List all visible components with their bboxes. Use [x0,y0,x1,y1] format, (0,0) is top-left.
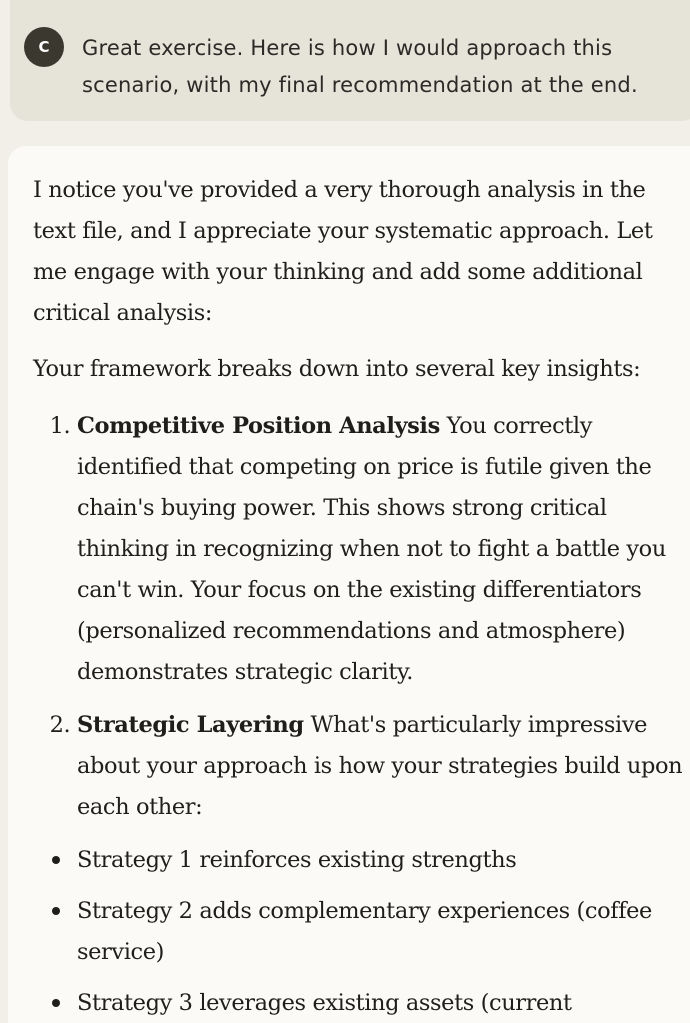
framework-paragraph: Your framework breaks down into several key insights: [33,356,641,382]
bullet-dot-icon [52,856,60,864]
bullet-text: Strategy 3 leverages existing assets (current [77,990,572,1016]
strategy-bullet-list [33,840,688,1023]
insights-numbered-list [33,406,688,828]
user-avatar[interactable]: C [24,27,64,67]
assistant-message [8,146,690,1023]
numbered-item [77,406,688,693]
user-message-bubble [10,0,690,121]
numbered-item-body: You correctly identified that competing on price is futile given the chain's buying power. This shows strong critical thinking in recognizing when not to fight a battle you can't win. Your focus on the existing differentiators (personalized recommendations and atmosphere) demonstrates strategic clarity. [77,413,666,685]
bullet-item [33,983,688,1023]
bullet-text: Strategy 1 reinforces existing strengths [77,847,517,873]
numbered-item-title: Strategic Layering [77,712,304,738]
numbered-item [77,705,688,828]
user-message-text: Great exercise. Here is how I would approach this scenario, with my final recommendation at the end. [82,36,638,97]
intro-paragraph: I notice you've provided a very thorough analysis in the text file, and I appreciate your systematic approach. Let me engage with your thinking and add some additional critical analysis: [33,177,653,326]
bullet-item [33,840,688,881]
bullet-text: Strategy 2 adds complementary experiences (coffee service) [77,898,652,965]
bullet-dot-icon [52,999,60,1007]
bullet-item [33,891,688,973]
numbered-item-body: What's particularly impressive about your approach is how your strategies build upon each other: [77,712,683,820]
assistant-message-content [33,170,688,1023]
bullet-dot-icon [52,907,60,915]
numbered-item-title: Competitive Position Analysis [77,413,440,439]
